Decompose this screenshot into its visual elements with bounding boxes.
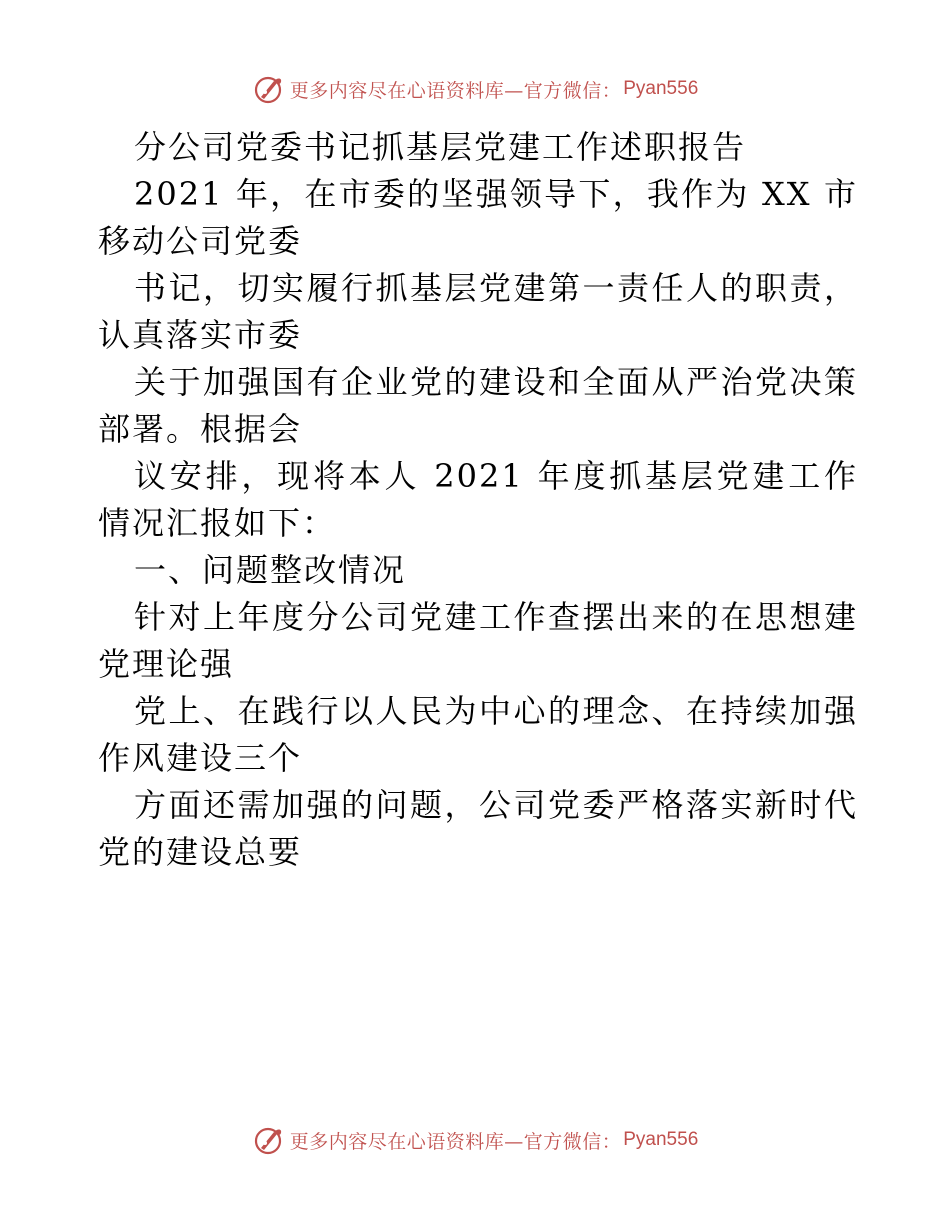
document-body: [98, 124, 858, 876]
footer-watermark: [0, 1123, 950, 1157]
document-title: 分公司党委书记抓基层党建工作述职报告: [134, 128, 747, 166]
watermark-wechat-id: Pyan556: [623, 78, 699, 99]
paragraph: 书记，切实履行抓基层党建第一责任人的职责，认真落实市委: [98, 269, 858, 354]
header-watermark: [0, 72, 950, 106]
paragraph: 针对上年度分公司党建工作查摆出来的在思想建党理论强: [98, 598, 858, 683]
paragraph: 议安排，现将本人 2021 年度抓基层党建工作情况汇报如下：: [98, 457, 858, 542]
paragraph: 关于加强国有企业党的建设和全面从严治党决策部署。根据会: [98, 363, 858, 448]
watermark-text: 更多内容尽在心语资料库—官方微信：: [289, 79, 622, 102]
paragraph: 2021 年，在市委的坚强领导下，我作为 XX 市移动公司党委: [98, 175, 858, 260]
watermark-text: 更多内容尽在心语资料库—官方微信：: [289, 1130, 622, 1153]
paragraph: 党上、在践行以人民为中心的理念、在持续加强作风建设三个: [98, 692, 858, 777]
section-heading: 一、问题整改情况: [134, 551, 407, 589]
quill-pen-circle-icon: [252, 1124, 284, 1156]
paragraph: 方面还需加强的问题，公司党委严格落实新时代党的建设总要: [98, 786, 858, 871]
watermark-wechat-id: Pyan556: [623, 1129, 699, 1150]
quill-pen-circle-icon: [252, 73, 284, 105]
